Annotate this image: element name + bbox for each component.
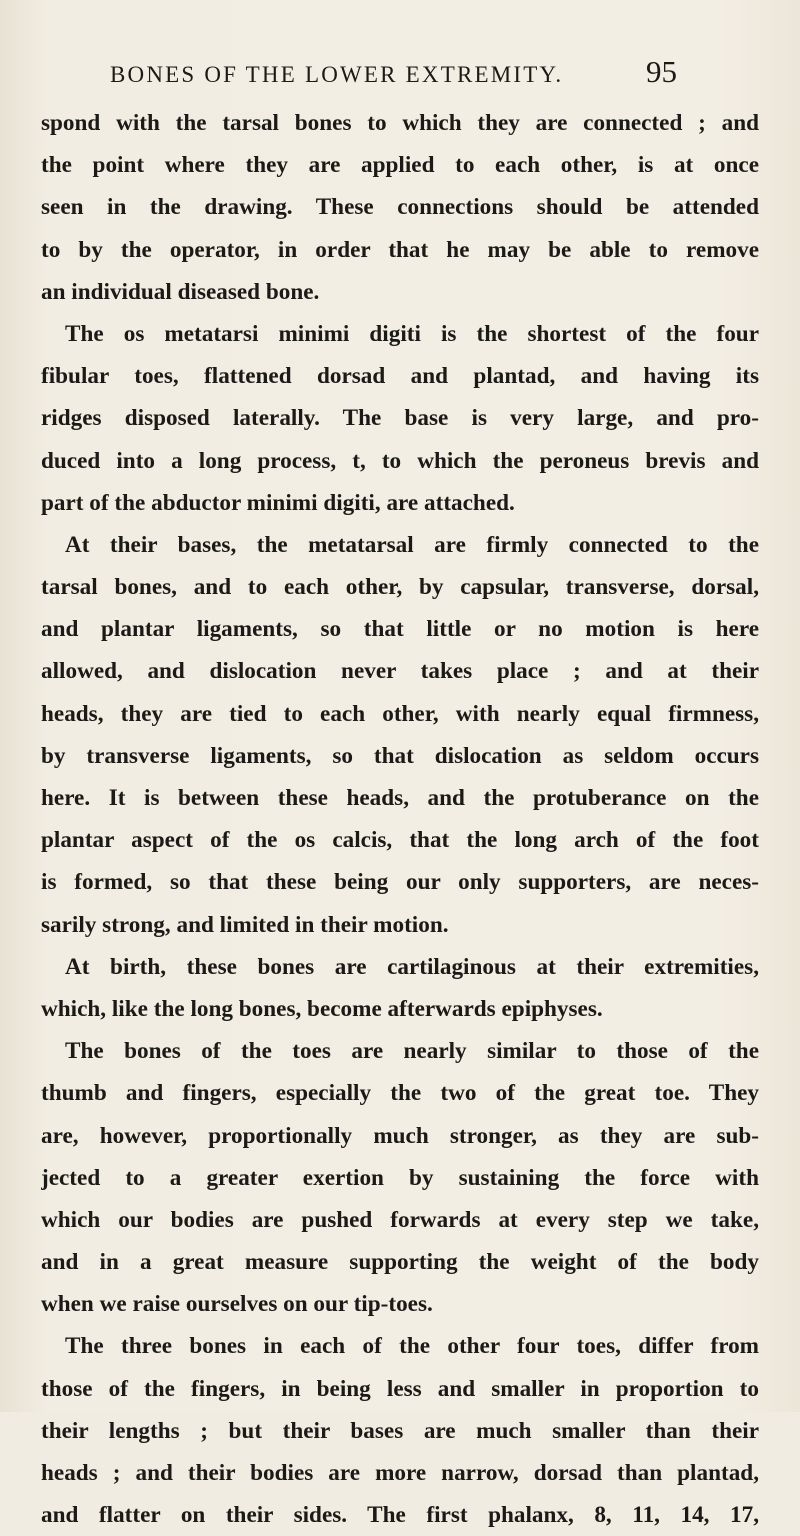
running-title: BONES OF THE LOWER EXTREMITY. xyxy=(110,62,564,87)
paragraph-start-line: At their bases, the metatarsal are firmly connected to the xyxy=(65,531,759,558)
text-line: part of the abductor minimi digiti, are attached. xyxy=(41,489,515,516)
text-line: here. It is between these heads, and the protuberance on the xyxy=(41,785,759,811)
page-number: 95 xyxy=(646,54,677,89)
text-line: fibular toes, flattened dorsad and plantad, and having its xyxy=(41,363,759,390)
text-line: is formed, so that these being our only supporters, are neces- xyxy=(41,869,759,896)
text-line: tarsal bones, and to each other, by capsular, transverse, dorsal, xyxy=(41,574,759,601)
text-line: the point where they are applied to each other, is at once xyxy=(41,152,759,179)
body-text xyxy=(41,102,759,1536)
text-line: and in a great measure supporting the weight of the body xyxy=(41,1249,759,1276)
text-line: and flatter on their sides. The first phalanx, 8, 11, 14, 17, xyxy=(41,1502,759,1529)
paragraph-start-line: At birth, these bones are cartilaginous at their extremities, xyxy=(65,953,759,980)
text-line: to by the operator, in order that he may be able to remove xyxy=(41,236,759,263)
text-line: ridges disposed laterally. The base is very large, and pro- xyxy=(41,405,759,432)
paragraph-start-line: The three bones in each of the other four toes, differ from xyxy=(65,1333,759,1360)
paragraph-start-line: The os metatarsi minimi digiti is the shortest of the four xyxy=(65,320,759,347)
running-head xyxy=(0,54,800,98)
text-line: by transverse ligaments, so that dislocation as seldom occurs xyxy=(41,742,759,769)
text-line: and plantar ligaments, so that little or no motion is here xyxy=(41,616,759,643)
text-line: which, like the long bones, become afterwards epiphyses. xyxy=(41,995,603,1022)
text-line: which our bodies are pushed forwards at every step we take, xyxy=(41,1206,759,1233)
text-line: are, however, proportionally much stronger, as they are sub- xyxy=(41,1122,759,1149)
text-line: seen in the drawing. These connections should be attended xyxy=(41,194,759,221)
text-line: jected to a greater exertion by sustaining the force with xyxy=(41,1164,759,1191)
text-line: their lengths ; but their bases are much smaller than their xyxy=(41,1417,759,1444)
text-line: when we raise ourselves on our tip-toes. xyxy=(41,1291,433,1318)
text-line: sarily strong, and limited in their motion. xyxy=(41,911,449,938)
text-line: duced into a long process, t, to which the peroneus brevis and xyxy=(41,447,759,474)
text-line: plantar aspect of the os calcis, that the long arch of the foot xyxy=(41,827,759,854)
text-line: allowed, and dislocation never takes place ; and at their xyxy=(41,658,759,685)
text-line: heads ; and their bodies are more narrow, dorsad than plantad, xyxy=(41,1460,759,1486)
text-line: an individual diseased bone. xyxy=(41,278,320,305)
text-line: those of the fingers, in being less and smaller in proportion to xyxy=(41,1375,759,1402)
text-line: thumb and fingers, especially the two of the great toe. They xyxy=(41,1080,759,1107)
paragraph-start-line: The bones of the toes are nearly similar to those of the xyxy=(65,1038,759,1065)
text-line: heads, they are tied to each other, with nearly equal firmness, xyxy=(41,700,759,727)
text-line: spond with the tarsal bones to which they are connected ; and xyxy=(41,110,759,136)
